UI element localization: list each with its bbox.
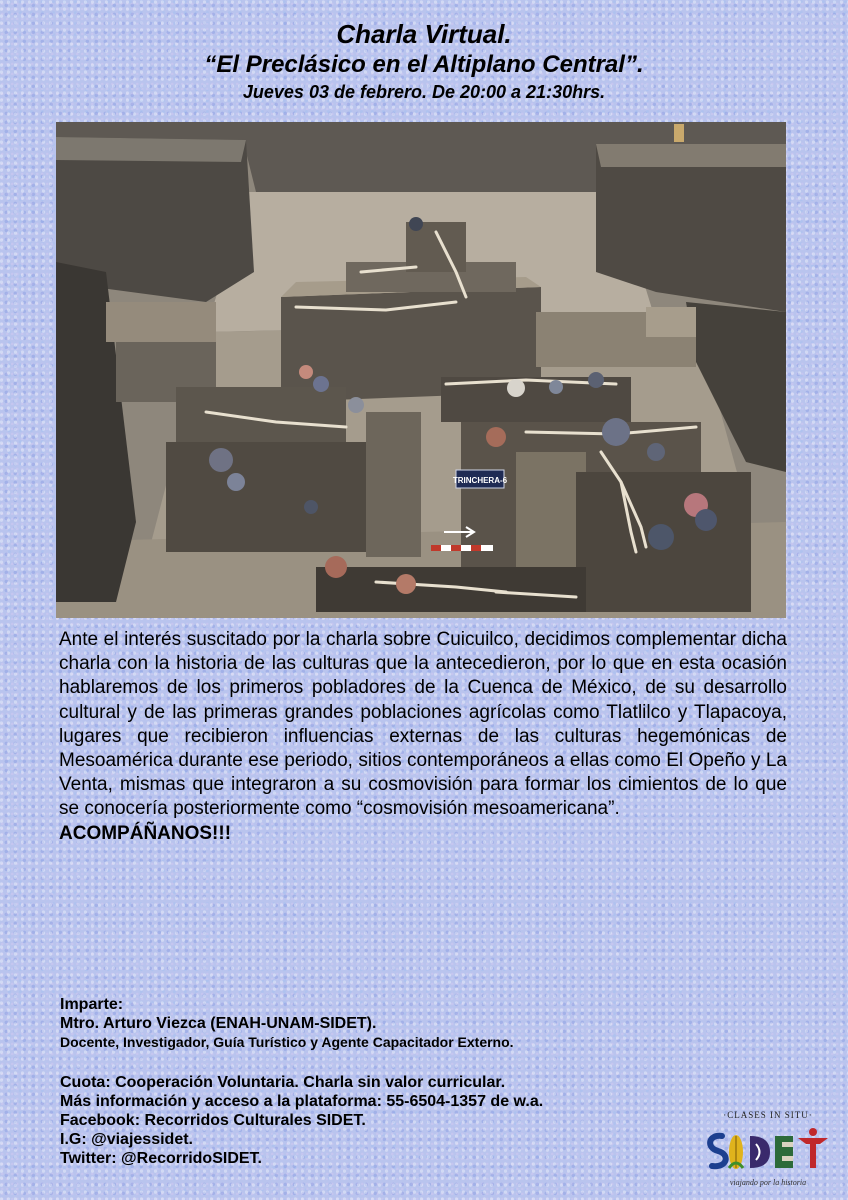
trench-sign: TRINCHERA-6	[452, 476, 508, 485]
logo-brand: SIDET	[768, 1109, 771, 1110]
event-date: Jueves 03 de febrero. De 20:00 a 21:30hrs.	[242, 82, 606, 102]
contact-info: Más información y acceso a la plataforma: 55-6504-1357 de w.a.	[60, 1093, 544, 1110]
logo-top-text: ·CLASES IN SITU·	[723, 1110, 813, 1120]
event-title: Charla Virtual.	[336, 19, 512, 49]
description-text: Ante el interés suscitado por la charla sobre Cuicuilco, decidimos complementar dicha charla con la historia de las culturas que la antecedieron, por lo que en esta ocasión hablaremos de los primeros pobladores de la Cuenca de México, de su desarrollo cultural y de las primeras grandes poblaciones agrícolas como Tlatlilco y Tlapacoya, lugares que recibieron influencias externas de las culturas hegemónicas de Mesoamérica durante ese periodo, sitios contemporáneos a ellas como El Opeño y La Venta, mismas que integraron a su cosmovisión para formar los cimientos de lo que se conocería posteriormente como “cosmovisión mesoamericana”.	[59, 629, 787, 820]
event-subtitle: “El Preclásico en el Altiplano Central”.	[204, 51, 644, 78]
speaker-name: Mtro. Arturo Viezca (ENAH-UNAM-SIDET).	[60, 1015, 377, 1032]
description-paragraph	[59, 628, 787, 846]
speaker-roles: Docente, Investigador, Guía Turístico y Agente Capacitador Externo.	[60, 1034, 514, 1050]
cuota-info: Cuota: Cooperación Voluntaria. Charla sin valor curricular.	[60, 1074, 506, 1091]
logo-bottom-text: viajando por la historia	[729, 1178, 807, 1187]
twitter-link[interactable]: Twitter: @RecorridoSIDET.	[60, 1150, 262, 1167]
sidet-logo	[700, 1108, 836, 1192]
footer-info	[60, 995, 680, 1168]
facebook-link[interactable]: Facebook: Recorridos Culturales SIDET.	[60, 1112, 366, 1129]
header	[0, 18, 848, 104]
speaker-label: Imparte:	[60, 996, 124, 1013]
call-to-action: ACOMPÁÑANOS!!!	[59, 822, 232, 844]
instagram-link[interactable]: I.G: @viajessidet.	[60, 1131, 193, 1148]
excavation-photo	[56, 122, 786, 618]
